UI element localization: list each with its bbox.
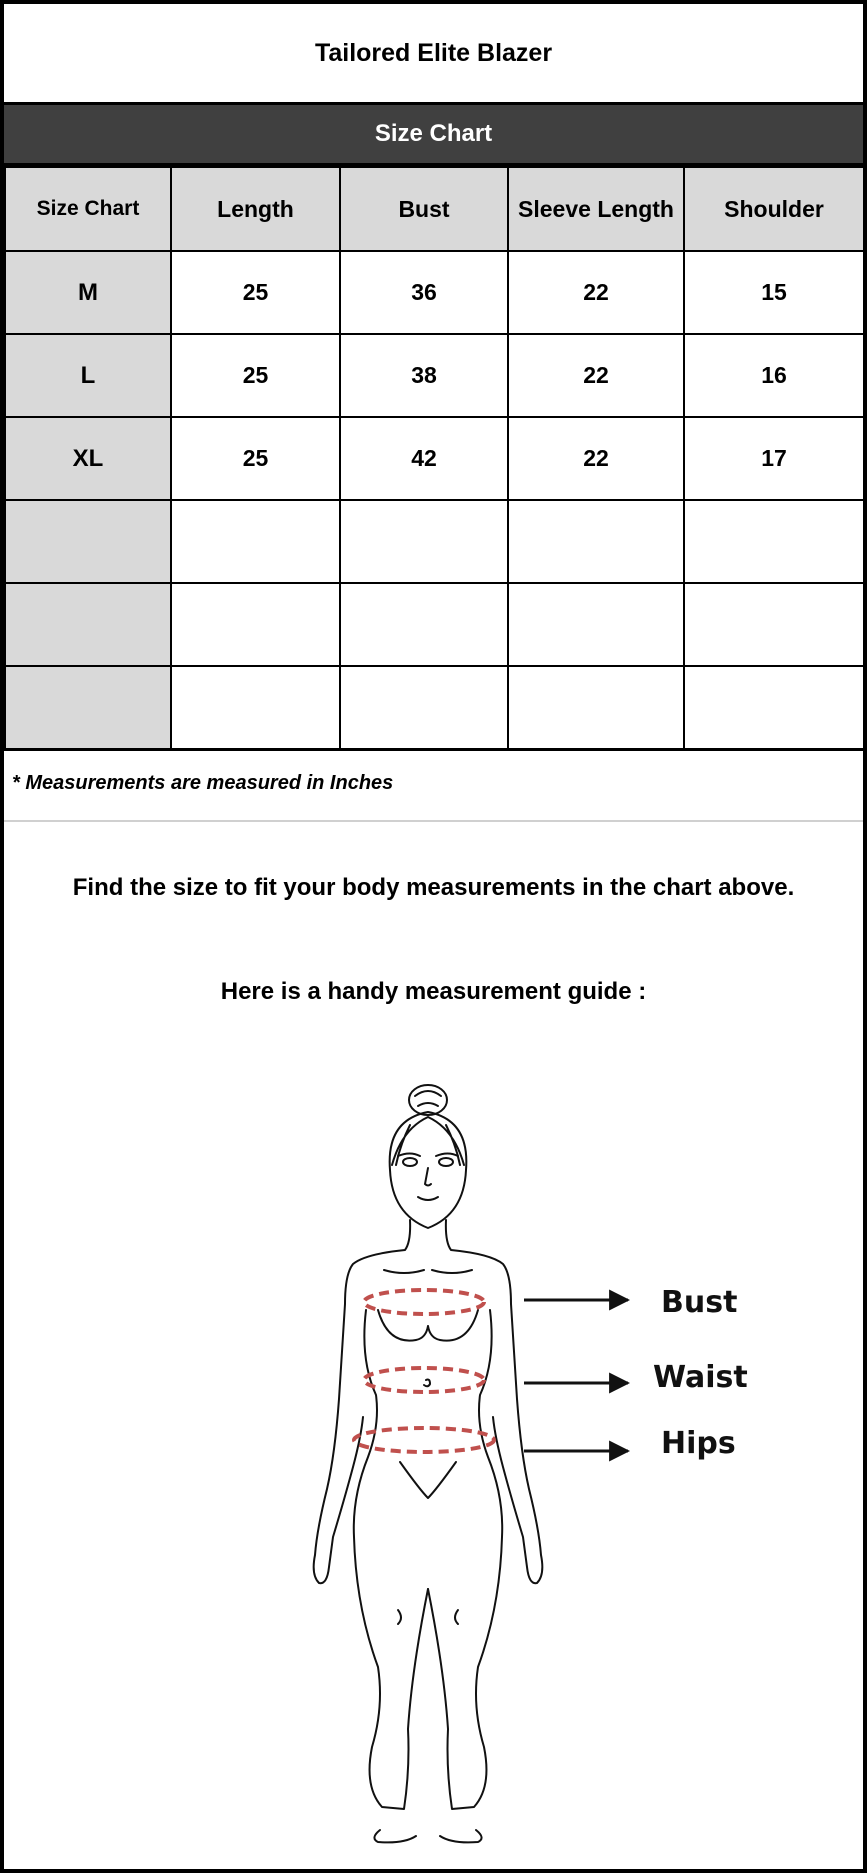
- table-row: [5, 251, 864, 334]
- header-cell: Bust: [340, 167, 508, 251]
- table-header-row: [5, 167, 864, 251]
- value-cell: 25: [171, 251, 340, 334]
- guide-heading: Here is a handy measurement guide :: [220, 978, 647, 1005]
- product-title: Tailored Elite Blazer: [314, 38, 553, 67]
- fit-instruction: Find the size to fit your body measurements in the chart above.: [72, 874, 795, 901]
- value-cell: 22: [508, 251, 684, 334]
- value-cell: [171, 666, 340, 749]
- size-cell: M: [5, 251, 171, 334]
- value-cell: [340, 583, 508, 666]
- value-cell: [171, 583, 340, 666]
- size-cell: [5, 666, 171, 749]
- size-cell: L: [5, 334, 171, 417]
- size-cell: XL: [5, 417, 171, 500]
- table-row: [5, 334, 864, 417]
- value-cell: 36: [340, 251, 508, 334]
- measurement-unit-note: * Measurements are measured in Inches: [12, 772, 394, 794]
- header-cell: Shoulder: [684, 167, 864, 251]
- table-row: [5, 417, 864, 500]
- value-cell: 38: [340, 334, 508, 417]
- value-cell: [171, 500, 340, 583]
- waist-label: Waist: [653, 1360, 748, 1395]
- value-cell: [340, 666, 508, 749]
- value-cell: 25: [171, 417, 340, 500]
- value-cell: 25: [171, 334, 340, 417]
- table-row: [5, 583, 864, 666]
- bust-label: Bust: [661, 1285, 738, 1320]
- bust-ring: [364, 1290, 484, 1314]
- size-chart-table: [4, 166, 865, 751]
- value-cell: [684, 583, 864, 666]
- body-measurement-figure: [0, 1070, 867, 1850]
- header-cell: Size Chart: [5, 167, 171, 251]
- hips-ring: [354, 1428, 494, 1452]
- section-divider: [4, 820, 863, 822]
- value-cell: [508, 583, 684, 666]
- waist-ring: [364, 1368, 484, 1392]
- value-cell: 22: [508, 334, 684, 417]
- value-cell: [508, 500, 684, 583]
- value-cell: [508, 666, 684, 749]
- value-cell: [684, 500, 864, 583]
- header-cell: Length: [171, 167, 340, 251]
- pointer-arrows: [524, 1300, 628, 1451]
- value-cell: 22: [508, 417, 684, 500]
- value-cell: 16: [684, 334, 864, 417]
- table-row: [5, 500, 864, 583]
- hips-label: Hips: [661, 1426, 736, 1461]
- value-cell: [340, 500, 508, 583]
- value-cell: 17: [684, 417, 864, 500]
- value-cell: [684, 666, 864, 749]
- size-cell: [5, 500, 171, 583]
- size-cell: [5, 583, 171, 666]
- size-chart-banner: Size Chart: [4, 102, 863, 166]
- body-outline: [314, 1085, 543, 1842]
- header-cell: Sleeve Length: [508, 167, 684, 251]
- value-cell: 15: [684, 251, 864, 334]
- value-cell: 42: [340, 417, 508, 500]
- table-row: [5, 666, 864, 749]
